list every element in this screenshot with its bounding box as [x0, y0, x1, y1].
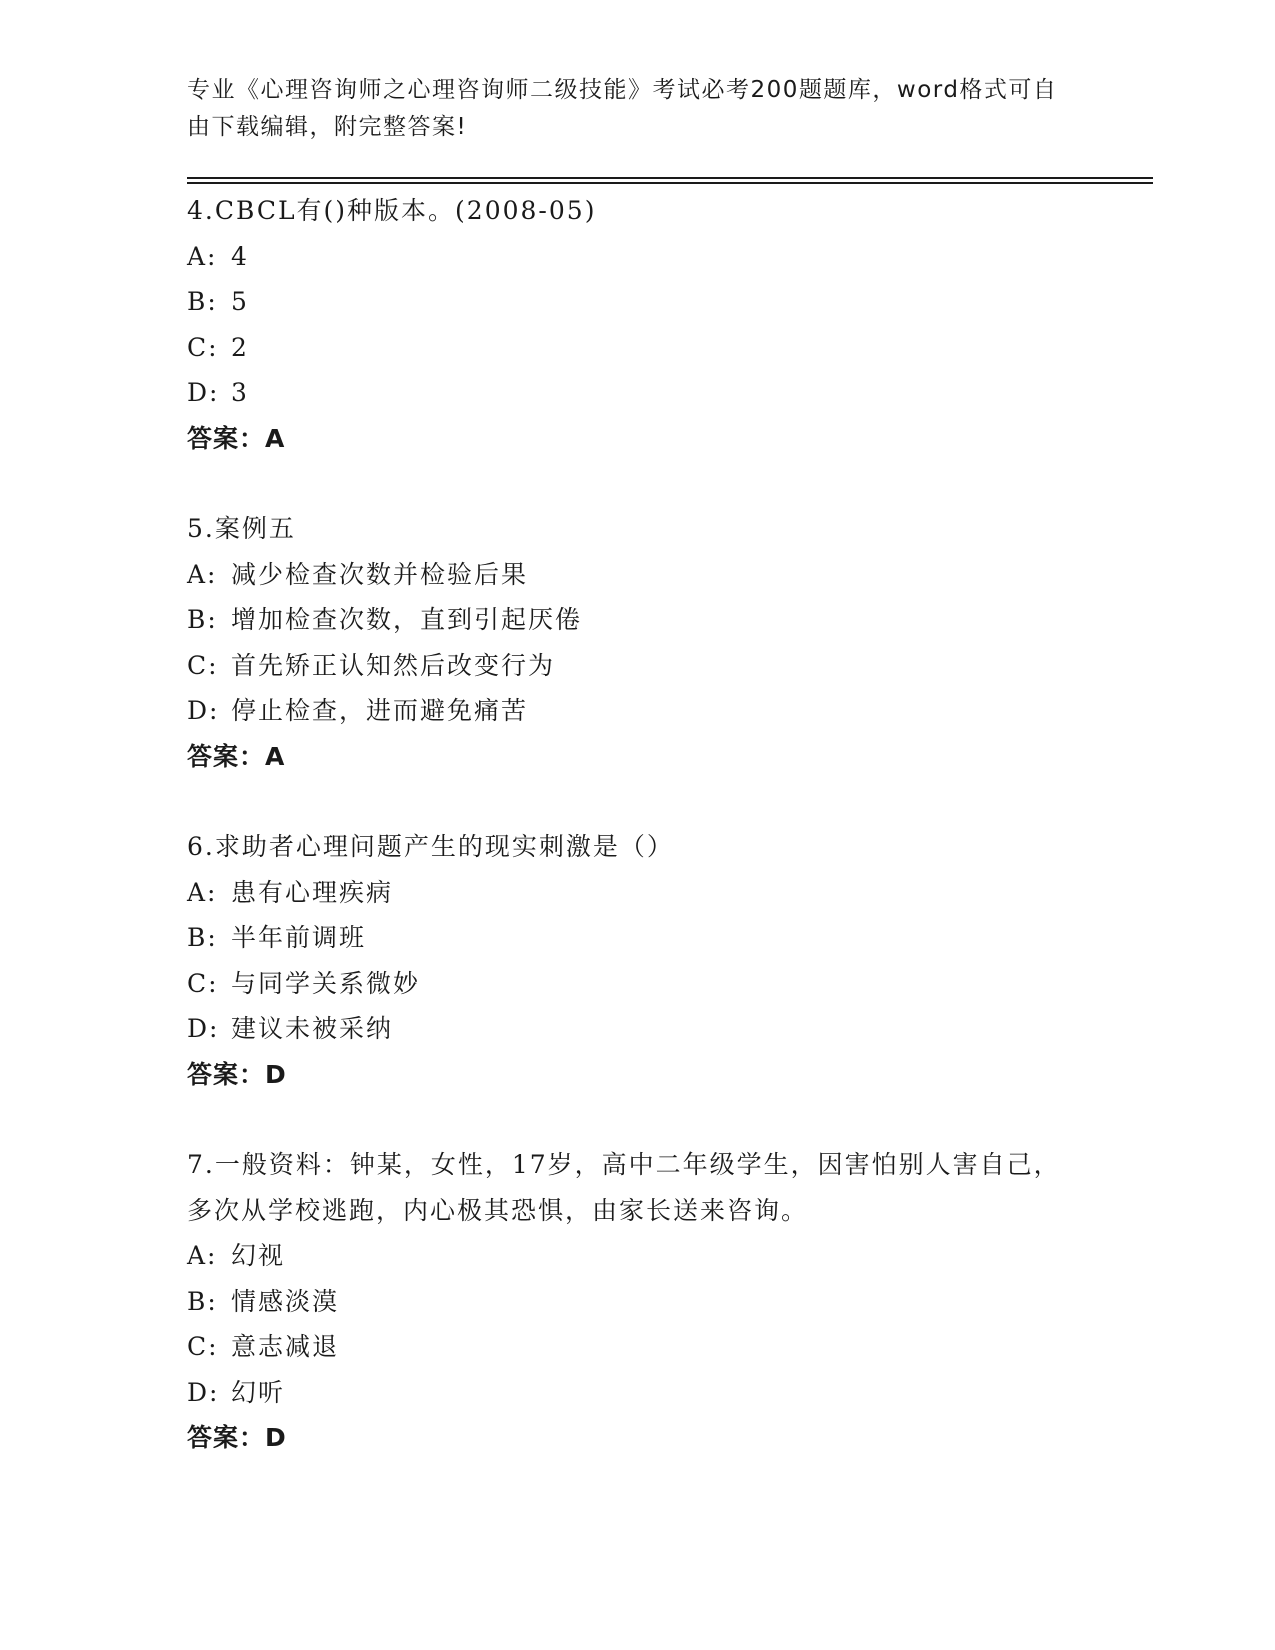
option-label: A:	[187, 559, 218, 589]
option-text: 2	[231, 332, 249, 362]
option-label: C:	[187, 332, 219, 362]
option-text: 幻听	[231, 1377, 286, 1407]
question-stem: 7.一般资料：钟某，女性，17岁，高中二年级学生，因害怕别人害自己，多次从学校逃跑，内心极其恐惧，由家长送来咨询。	[187, 1150, 1061, 1225]
option-b	[187, 597, 1087, 643]
question-list	[187, 188, 1087, 1506]
option-label: B:	[187, 923, 218, 952]
option-text: 建议未被采纳	[231, 1014, 394, 1043]
option-text: 半年前调班	[231, 923, 367, 952]
option-d	[187, 1370, 1087, 1416]
option-a	[187, 552, 1087, 598]
option-text: 幻视	[231, 1241, 286, 1270]
option-b	[187, 279, 1087, 325]
option-text: 减少检查次数并检验后果	[231, 559, 529, 589]
question-stem: 6.求助者心理问题产生的现实刺激是（）	[187, 832, 674, 861]
option-a	[187, 870, 1087, 916]
option-a	[187, 234, 1087, 280]
option-c	[187, 325, 1087, 371]
option-text: 意志减退	[231, 1332, 340, 1361]
option-label: B:	[187, 605, 218, 634]
option-label: A:	[187, 241, 218, 271]
option-text: 3	[231, 378, 249, 407]
option-a	[187, 1233, 1087, 1279]
option-text: 首先矫正认知然后改变行为	[231, 650, 556, 680]
question-item	[187, 824, 1087, 1097]
answer-line: 答案：A	[187, 423, 286, 453]
question-item	[187, 188, 1087, 461]
option-text: 停止检查，进而避免痛苦	[231, 696, 529, 725]
option-label: D:	[187, 1014, 220, 1043]
option-b	[187, 1279, 1087, 1325]
option-label: A:	[187, 877, 218, 907]
option-text: 5	[231, 287, 249, 316]
answer-line: 答案：D	[187, 1423, 287, 1452]
option-text: 与同学关系微妙	[231, 968, 421, 998]
option-label: D:	[187, 1377, 220, 1407]
option-label: C:	[187, 968, 219, 998]
option-text: 4	[231, 241, 249, 271]
option-c	[187, 961, 1087, 1007]
option-label: D:	[187, 696, 220, 725]
answer-line: 答案：A	[187, 741, 286, 771]
header-rule-bottom	[187, 182, 1153, 184]
question-item	[187, 1142, 1087, 1461]
option-text: 情感淡漠	[231, 1286, 340, 1316]
option-text: 患有心理疾病	[231, 877, 394, 907]
option-c	[187, 1324, 1087, 1370]
question-stem: 5.案例五	[187, 514, 296, 543]
document-header: 专业《心理咨询师之心理咨询师二级技能》考试必考200题题库，word格式可自由下载编辑，附完整答案!	[187, 77, 1058, 140]
question-stem: 4.CBCL有()种版本。(2008-05)	[187, 196, 597, 225]
option-label: A:	[187, 1241, 218, 1270]
answer-line: 答案：D	[187, 1059, 287, 1089]
header-rule-top	[187, 177, 1153, 179]
option-text: 增加检查次数，直到引起厌倦	[231, 605, 583, 634]
option-d	[187, 370, 1087, 416]
question-item	[187, 506, 1087, 779]
option-c	[187, 643, 1087, 689]
option-label: B:	[187, 287, 218, 316]
option-label: C:	[187, 1332, 219, 1361]
option-d	[187, 688, 1087, 734]
option-label: C:	[187, 650, 219, 680]
option-b	[187, 915, 1087, 961]
option-d	[187, 1006, 1087, 1052]
option-label: D:	[187, 378, 220, 407]
option-label: B:	[187, 1286, 218, 1316]
